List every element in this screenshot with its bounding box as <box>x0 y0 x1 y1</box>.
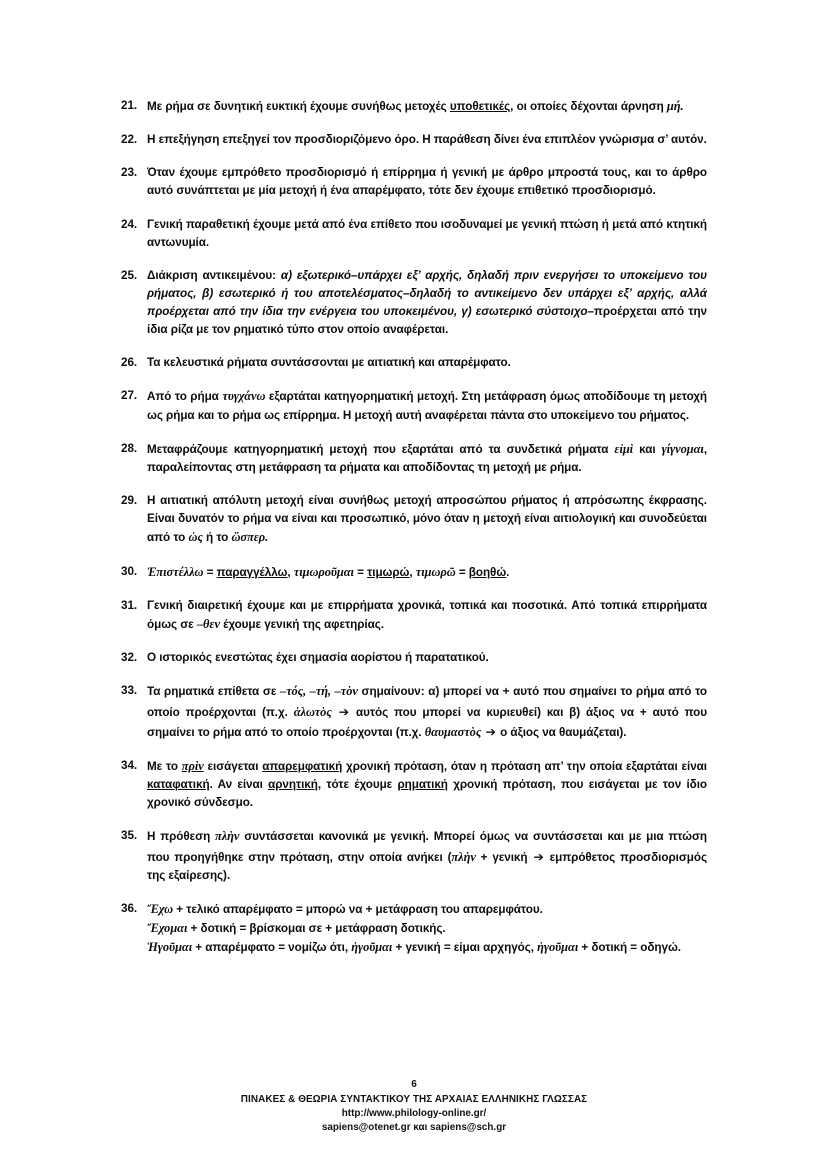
rule-item <box>121 682 707 742</box>
text-run-plain: οι οποίες δέχονται άρνηση <box>513 100 667 113</box>
text-run-greek: Ἔχομαι <box>147 921 188 936</box>
rule-text-line <box>147 938 707 957</box>
text-run-greek: –τός, –τή, –τὸν <box>280 684 358 699</box>
rule-text <box>147 682 707 742</box>
rule-number: 24. <box>121 217 138 231</box>
text-run-plain: + απαρέμφατο = νομίζω ότι, <box>192 941 352 955</box>
rule-item <box>121 216 707 252</box>
text-run-underline: αρνητική <box>268 778 318 792</box>
rule-number: 21. <box>121 99 138 112</box>
text-run-plain: = <box>203 565 217 579</box>
rule-number: 23. <box>121 166 138 180</box>
footer-emails[interactable]: sapiens@otenet.gr και sapiens@sch.gr <box>321 1122 507 1134</box>
text-run-greek: εἰμὶ <box>614 441 634 456</box>
text-run-plain: . <box>506 565 510 579</box>
rule-text <box>147 563 707 582</box>
rule-number: 36. <box>121 902 138 915</box>
text-run-arrow: ➔ <box>533 848 544 864</box>
rule-number: 26. <box>121 356 138 370</box>
text-run-plain: εισάγεται <box>203 759 263 773</box>
text-run-greek: πλὴν <box>215 829 240 844</box>
text-run-plain: + γενική = είμαι αρχηγός, <box>392 941 538 955</box>
text-run-plain: = <box>455 565 469 579</box>
text-run-greek: θαυμαστὸς <box>424 724 482 739</box>
text-run-plain: χρονική πρόταση, όταν η πρόταση απ’ την οποία εξαρτάται είναι <box>342 759 708 773</box>
rule-item <box>121 649 707 667</box>
rule-text <box>147 440 707 477</box>
text-run-plain: ο άξιος να θαυμάζεται). <box>496 725 627 739</box>
text-run-greek-underline: πρὶν <box>181 758 204 773</box>
text-run-plain: , τότε έχουμε <box>317 778 398 792</box>
rule-text <box>147 900 707 958</box>
text-run-greek: ἡγοῦμαι <box>351 940 393 955</box>
rule-item <box>121 164 707 200</box>
rule-item <box>121 597 707 634</box>
text-run-underline: παραγγέλλω, <box>216 565 291 579</box>
footer-title: ΠΙΝΑΚΕΣ & ΘΕΩΡΙΑ ΣΥΝΤΑΚΤΙΚΟΥ ΤΗΣ ΑΡΧΑΙΑΣ ΕΛΛΗΝΙΚΗΣ ΓΛΩΣΣΑΣ <box>240 1094 588 1106</box>
text-run-plain: προέρχεται από την ίδια ρίζα με τον ρηματικό τύπο στον οποίο αναφέρεται. <box>147 305 707 337</box>
text-run-plain: Τα κελευστικά ρήματα συντάσσονται με αιτιατική και απαρέμφατο. <box>147 356 511 370</box>
rule-number: 30. <box>121 564 138 578</box>
text-run-greek: γίγνομαι <box>661 441 704 456</box>
rule-item <box>121 827 707 885</box>
text-run-plain: Από το ρήμα <box>147 390 223 404</box>
rule-text <box>147 492 707 547</box>
text-run-plain: Με το <box>147 759 182 773</box>
text-run-italic: α) εξωτερικό–υπάρχει εξ’ αρχής, δηλαδή πριν ενεργήσει το υποκείμενο του ρήματος, β) εσωτερικό ή του αποτελέσματος–δηλαδή το αντικείμενο δεν υπάρχει εξ’ αρχής, αλλά προέρχεται από την ίδια την ενέργεια του υποκειμένου, γ) εσωτερικό σύστοιχο– <box>147 268 707 319</box>
text-run-plain: Η πρόθεση <box>147 830 215 844</box>
text-run-plain: = <box>353 565 368 579</box>
text-run-plain: εξαρτάται κατηγορηματική μετοχή. Στη μετάφραση όμως αποδίδουμε τη μετοχή ως ρήμα και το ρήμα ως επίρρημα. Η μετοχή αυτή αναφέρεται πάντα στο υποκείμενο του ρήματος. <box>147 390 707 422</box>
rule-text-line <box>147 919 707 938</box>
text-run-plain: Μεταφράζουμε κατηγορηματική μετοχή που εξαρτάται από τα συνδετικά ρήματα <box>147 442 615 456</box>
rule-number: 28. <box>121 441 138 455</box>
rule-text <box>147 649 707 667</box>
text-run-greek: τυγχάνω <box>222 389 266 404</box>
footer-url[interactable]: http://www.philology-online.gr/ <box>341 1108 487 1120</box>
text-run-plain: ή το <box>202 531 232 545</box>
text-run-greek: μή. <box>666 99 684 113</box>
text-run-underline: τιμωρώ, <box>367 565 413 579</box>
rule-text <box>147 354 707 372</box>
rule-number: 32. <box>121 651 138 665</box>
rule-item <box>121 97 707 116</box>
text-run-underline: βοηθώ <box>468 565 507 579</box>
text-run-plain: και <box>633 442 662 456</box>
rules-content <box>121 97 707 958</box>
rule-item <box>121 757 707 812</box>
text-run-greek: πλὴν <box>451 849 476 864</box>
text-run-plain: Τα ρηματικά επίθετα σε <box>147 685 281 699</box>
rule-number: 34. <box>121 758 138 772</box>
numbered-rules-list <box>121 97 707 958</box>
text-run-plain: εμπρόθετος προσδιορισμός της εξαίρεσης). <box>147 850 707 882</box>
text-run-plain: Με ρήμα σε δυνητική ευκτική έχουμε συνήθως μετοχές <box>147 100 450 113</box>
text-run-greek: Ἐπιστέλλω <box>147 564 204 579</box>
rule-item <box>121 440 707 477</box>
text-run-greek: Ἡγοῦμαι <box>147 940 193 955</box>
rule-number: 33. <box>121 684 138 698</box>
rule-text <box>147 164 707 200</box>
rule-text <box>147 827 707 885</box>
rule-text <box>147 267 707 340</box>
text-run-greek: τιμωρῶ <box>415 564 456 579</box>
text-run-underline: καταφατική <box>147 778 210 792</box>
text-run-plain: Η αιτιατική απόλυτη μετοχή είναι συνήθως μετοχή απροσώπου ρήματος ή απρόσωπης έκφρασης. Είναι δυνατόν το ρήμα να είναι και προσωπικό, μόνο όταν η μετοχή είναι αιτιολογική και συνοδεύεται από το <box>147 494 707 545</box>
text-run-plain: χρονική πρόταση, που εισάγεται με τον ίδιο χρονικό σύνδεσμο. <box>147 778 707 810</box>
text-run-greek: ὡς <box>188 530 203 545</box>
rule-text <box>147 216 707 252</box>
rule-text <box>147 131 707 149</box>
text-run-plain: σημαίνουν: α) μπορεί να + αυτό που σημαίνει το ρήμα από το οποίο προέρχονται (π.χ. <box>147 685 708 719</box>
rule-number: 25. <box>121 268 138 282</box>
text-run-plain: , παραλείποντας στη μετάφραση τα ρήματα και αποδίδοντας τη μετοχή με ρήμα. <box>147 442 708 475</box>
rule-text <box>147 387 707 424</box>
text-run-greek: ἡγοῦμαι <box>537 940 579 955</box>
text-run-plain: Διάκριση αντικειμένου: <box>147 268 281 282</box>
rule-item <box>121 354 707 372</box>
text-run-plain: Γενική διαιρετική έχουμε και με επιρρήματα χρονικά, τοπικά και ποσοτικά. Από τοπικά επιρρήματα όμως σε <box>147 598 707 631</box>
text-run-plain: Όταν έχουμε εμπρόθετο προσδιορισμό ή επίρρημα ή γενική με άρθρο μπροστά τους, και το άρθρο αυτό συνάπτεται με μία μετοχή ή ένα απαρέμφατο, τότε δεν έχουμε επιθετικό προσδιορισμό. <box>147 166 707 198</box>
rule-text <box>147 597 707 634</box>
page-number: 6 <box>411 1079 417 1090</box>
rule-number: 27. <box>121 389 138 403</box>
text-run-plain: Ο ιστορικός ενεστώτας έχει σημασία αορίστου ή παρατατικού. <box>147 651 489 665</box>
text-run-plain <box>332 706 338 719</box>
rule-text <box>147 97 707 116</box>
rule-item <box>121 563 707 582</box>
text-run-greek: Ἔχω <box>147 902 174 916</box>
text-run-plain: + δοτική = βρίσκομαι σε + μετάφραση δοτικής. <box>187 922 446 936</box>
text-run-greek: ἁλωτὸς <box>293 704 332 719</box>
text-run-plain: + δοτική = οδηγώ. <box>578 941 681 955</box>
text-run-plain: Γενική παραθετική έχουμε μετά από ένα επίθετο που ισοδυναμεί με γενική πτώση ή μετά από κτητική αντωνυμία. <box>147 217 707 249</box>
text-run-plain: + γενική <box>475 850 533 864</box>
rule-item <box>121 387 707 424</box>
rule-number: 29. <box>121 494 138 508</box>
rule-item <box>121 267 707 340</box>
text-run-underline: υποθετικές, <box>449 100 514 113</box>
rule-item <box>121 492 707 547</box>
text-run-plain: Η επεξήγηση επεξηγεί τον προσδιοριζόμενο όρο. Η παράθεση δίνει ένα επιπλέον γνώρισμα σ’ αυτόν. <box>147 133 707 147</box>
text-run-arrow: ➔ <box>485 723 496 739</box>
text-run-plain: . Αν είναι <box>209 778 269 792</box>
rule-item <box>121 900 707 958</box>
text-run-greek: ὥσπερ. <box>231 530 269 545</box>
text-run-underline: απαρεμφατική <box>262 759 343 773</box>
text-run-greek: –θεν <box>196 616 220 631</box>
text-run-plain: έχουμε γενική της αφετηρίας. <box>219 617 384 631</box>
page-footer <box>0 1078 828 1135</box>
rule-item <box>121 131 707 149</box>
rule-text <box>147 757 707 812</box>
rule-text-line <box>147 900 707 919</box>
rule-number: 22. <box>121 133 138 147</box>
rule-number: 31. <box>121 598 138 612</box>
text-run-arrow: ➔ <box>338 703 350 719</box>
rule-number: 35. <box>121 829 138 843</box>
text-run-plain: συντάσσεται κανονικά με γενική. Μπορεί όμως να συντάσσεται και με μια πτώση που προηγήθηκε στην πρόταση, στην οποία ανήκει ( <box>147 830 707 864</box>
text-run-plain: + τελικό απαρέμφατο = μπορώ να + μετάφραση του απαρεμφάτου. <box>173 903 543 916</box>
text-run-greek: τιμωροῦμαι <box>293 564 354 579</box>
text-run-plain: αυτός που μπορεί να κυριευθεί) και β) άξιος να + αυτό που σημαίνει το ρήμα από το οποίο προέρχονται (π.χ. <box>147 705 708 739</box>
text-run-underline: ρηματική <box>397 778 448 792</box>
